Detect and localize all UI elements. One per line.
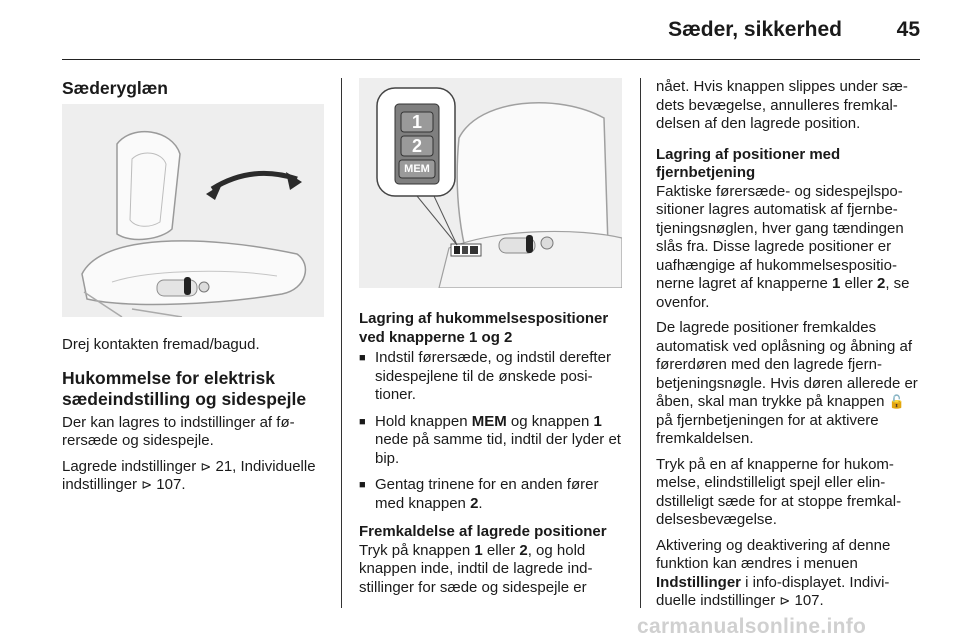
memory-button-mem-label: MEM (404, 163, 430, 175)
left-column (62, 78, 324, 502)
memory-intro-paragraph: Der kan lagres to indstillinger af førersæde og sidespejle. (62, 413, 295, 449)
page-header (0, 0, 960, 60)
memory-button-2-label: 2 (411, 136, 422, 156)
memory-store-heading: Lagring af hukommelsespositioner ved knapperne 1 og 2 (359, 310, 609, 346)
settings-menu-paragraph: Aktivering og deaktivering af denne funktion kan ændres i menuen Indstillinger i info-displayet. Individuelle indstillinger ⊳ 107. (656, 536, 891, 609)
remote-storage-heading: Lagring af positioner med fjernbetjening (656, 145, 841, 181)
list-item: ■ Indstil førersæde, og indstil derefter sidespejlene til de ønskede positioner. (359, 349, 622, 405)
memory-store-steps (359, 349, 622, 513)
stop-recall-paragraph: Tryk på en af knapperne for hukommelse, elindstilleligt spejl eller elindstilleligt sæde for at stoppe fremkaldelsesbevægelse. (656, 455, 902, 528)
page-ref-icon: ⊳ (200, 458, 212, 474)
page-header-title: Sæder, sikkerhed (668, 18, 842, 41)
recall-continued-paragraph: nået. Hvis knappen slippes under sædets bevægelse, annulleres fremkaldelsen af den lagrede position. (656, 78, 908, 132)
middle-column (359, 78, 622, 604)
recall-heading: Fremkaldelse af lagrede positioner (359, 523, 607, 540)
column-divider-right (640, 78, 641, 608)
memory-button-illustration (359, 78, 622, 288)
remote-storage-paragraph: Faktiske førersæde- og sidespejlspositioner lagres automatisk af fjernbetjeningsnøglen, hver gang tændingen slås fra. Disse lagrede positioner er uafhængige af hukommelsespositionerne lagret af knapperne 1 eller 2, se ovenfor. (656, 182, 910, 311)
list-item: ■ Hold knappen MEM og knappen 1 nede på samme tid, indtil der lyder et bip. (359, 413, 622, 469)
automatic-recall-paragraph: De lagrede positioner fremkaldes automatisk ved oplåsning og åbning af førerdøren med den lagrede fjernbetjeningsnøgle. Hvis døren allerede er åben, skal man trykke på knappen 🔓 på fjernbetjeningen for at aktivere fremkaldelsen. (656, 319, 918, 447)
page-ref-icon: ⊳ (779, 593, 791, 608)
unlock-icon: 🔓 (888, 394, 905, 409)
memory-button-1-label: 1 (411, 112, 422, 132)
page-ref-icon: ⊳ (141, 477, 153, 492)
page-number: 45 (896, 18, 920, 41)
recall-paragraph: Tryk på knappen 1 eller 2, og hold knappen inde, indtil de lagrede indstillinger for sæde og sidespejle er (359, 541, 593, 596)
column-divider-left (341, 78, 342, 608)
seat-back-heading: Sæderyglæn (62, 78, 168, 98)
right-column (656, 78, 924, 618)
header-rule (62, 59, 920, 60)
watermark: carmanualsonline.info (637, 615, 867, 638)
seat-drawing (62, 104, 324, 317)
memory-panel-drawing (359, 78, 622, 288)
memory-section-heading-line1: Hukommelse for elektrisk (62, 367, 276, 388)
stored-settings-paragraph: Lagrede indstillinger ⊳ 21, Individuelle indstillinger ⊳ 107. (62, 457, 316, 493)
memory-section-heading-line2: sædeindstilling og sidespejle (62, 388, 307, 409)
list-item: ■ Gentag trinene for en anden fører med knappen 2. (359, 476, 622, 513)
seat-backrest-illustration (62, 104, 324, 317)
seat-back-caption: Drej kontakten fremad/bagud. (62, 336, 260, 353)
